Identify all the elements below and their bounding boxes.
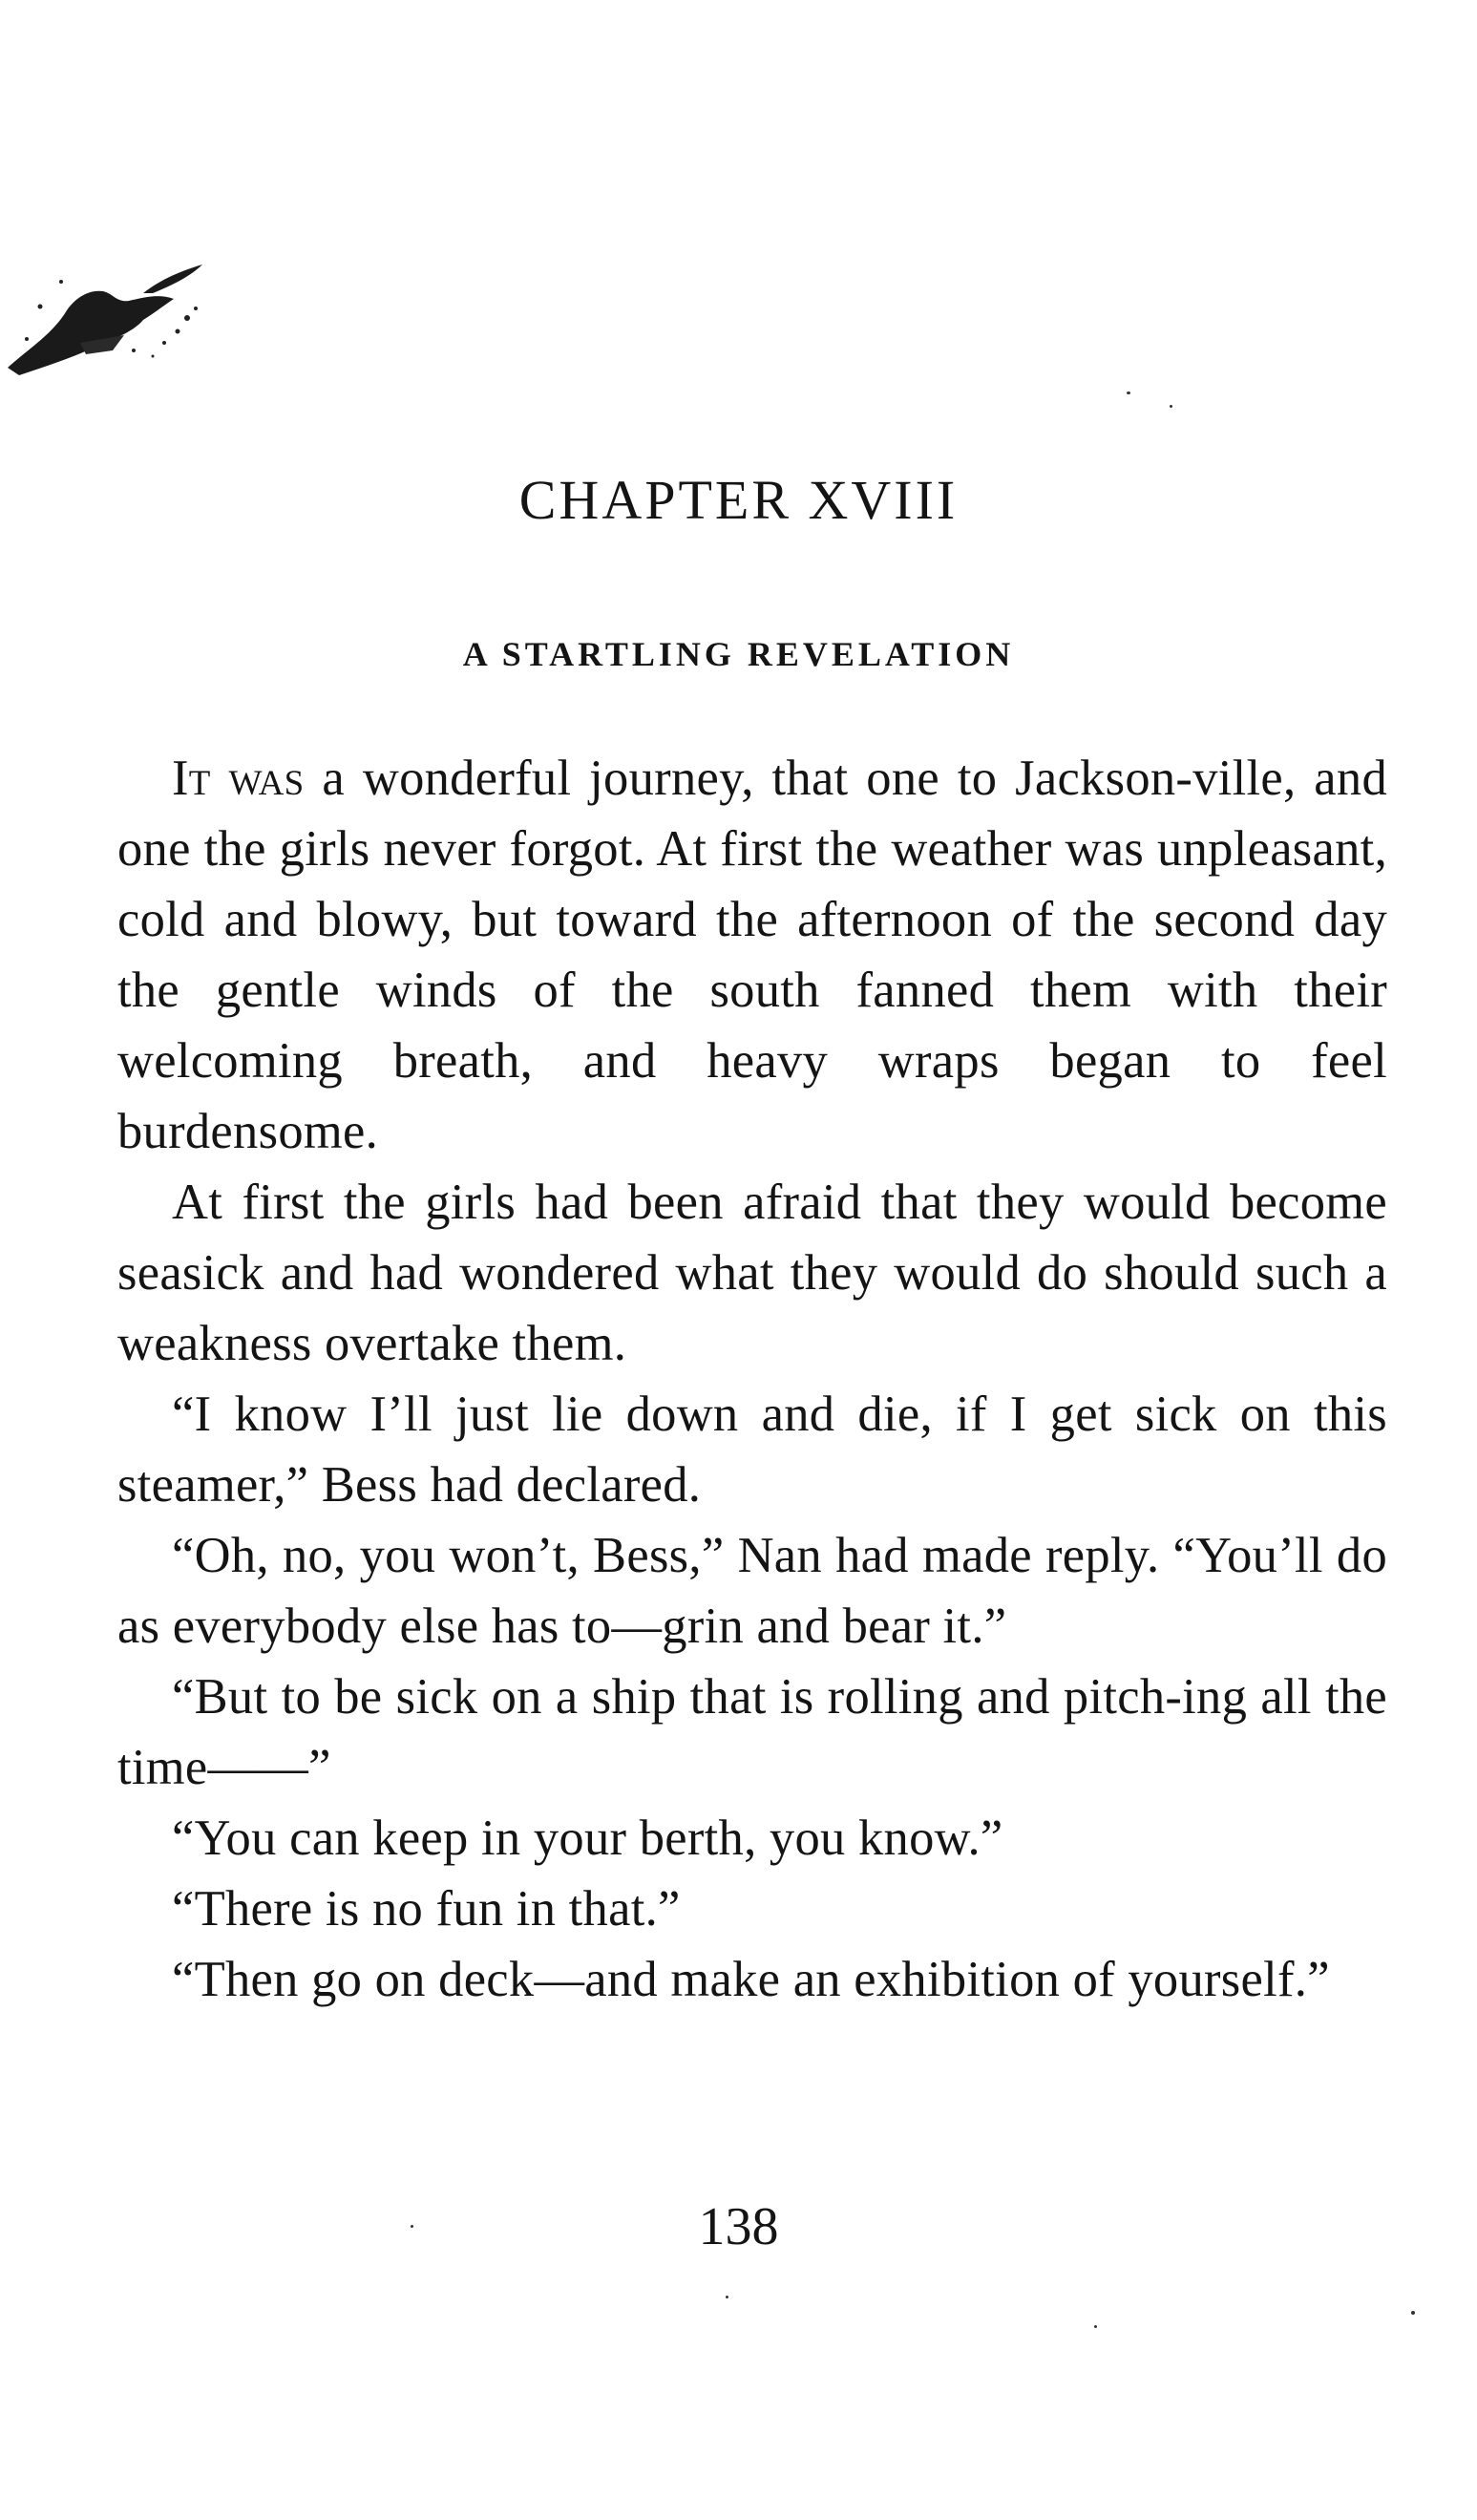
scan-speck <box>1094 2325 1097 2328</box>
chapter-body <box>117 743 1387 2015</box>
scan-speck <box>1411 2311 1415 2315</box>
paragraph-lead: It was <box>172 751 305 806</box>
paragraph-4: “Oh, no, you won’t, Bess,” Nan had made reply. “You’ll do as everybody else has to—grin and bear it.” <box>117 1528 1387 1654</box>
paragraph-6: “You can keep in your berth, you know.” <box>172 1811 1003 1866</box>
chapter-subtitle: A STARTLING REVELATION <box>462 635 1015 673</box>
scan-speck <box>1127 392 1130 394</box>
paragraph-1 <box>117 743 1387 1167</box>
paragraph-7: “There is no fun in that.” <box>172 1881 681 1937</box>
paragraph-5: “But to be sick on a ship that is rolling and pitch-ing all the time——” <box>117 1669 1387 1795</box>
paragraph-2: At first the girls had been afraid that they would become seasick and had wondered what they would do should such a weakness overtake them. <box>117 1175 1387 1371</box>
page-number: 138 <box>698 2197 779 2256</box>
scan-speck <box>1170 405 1172 408</box>
ink-blot-decoration <box>0 244 220 396</box>
scan-speck <box>726 2296 728 2298</box>
paragraph-8: “Then go on deck—and make an exhibition of yourself.” <box>172 1952 1330 2007</box>
paragraph-3: “I know I’ll just lie down and die, if I get sick on this steamer,” Bess had declared. <box>117 1387 1387 1513</box>
paragraph-text: a wonderful journey, that one to Jackson-ville, and one the girls never forgot. At first the weather was unpleasant, cold and blowy, but toward the afternoon of the second day the gentle winds of the south fanned them with their welcoming breath, and heavy wraps began to feel burdensome. <box>117 751 1387 1159</box>
chapter-title: CHAPTER XVIII <box>518 469 959 531</box>
